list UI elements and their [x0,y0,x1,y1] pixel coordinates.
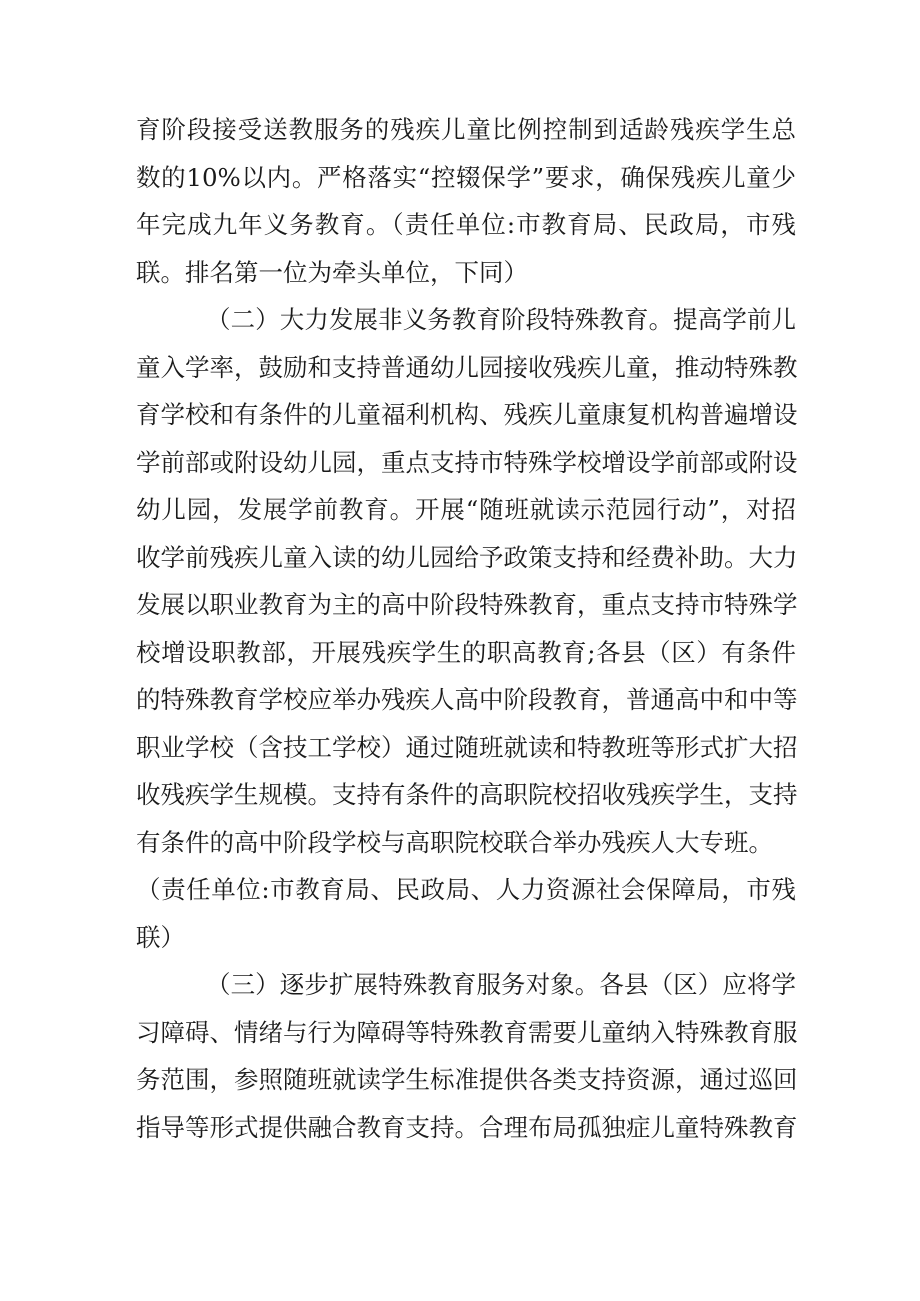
text-line: 有条件的高中阶段学校与高职院校联合举办残疾人大专班。 [136,827,773,857]
text-line: 联） [136,922,185,952]
text-line: 数的10%以内。严格落实“控辍保学”要求，确保残疾儿童少 [136,162,796,192]
document-body [136,106,796,1151]
text-line: 收学前残疾儿童入读的幼儿园给予政策支持和经费补助。大力 [136,542,798,572]
text-line: 年完成九年义务教育。（责任单位:市教育局、民政局，市残 [136,210,796,239]
text-line: 校增设职教部，开展残疾学生的职高教育;各县（区）有条件 [136,637,796,667]
text-line: 习障碍、情绪与行为障碍等特殊教育需要儿童纳入特殊教育服 [136,1017,798,1047]
text-line: （责任单位:市教育局、民政局、人力资源社会保障局，市残 [136,875,796,904]
text-line: 收残疾学生规模。支持有条件的高职院校招收残疾学生，支持 [136,780,798,809]
text-line: 学前部或附设幼儿园，重点支持市特殊学校增设学前部或附设 [136,447,798,477]
text-line: 发展以职业教育为主的高中阶段特殊教育，重点支持市特殊学 [136,590,798,619]
text-line: 幼儿园，发展学前教育。开展“随班就读示范园行动”，对招 [136,495,796,524]
text-line: 联。排名第一位为牵头单位，下同） [136,257,528,287]
text-line: 职业学校（含技工学校）通过随班就读和特教班等形式扩大招 [136,732,798,762]
text-line: 童入学率，鼓励和支持普通幼儿园接收残疾儿童，推动特殊教 [136,352,798,382]
text-line: 务范围，参照随班就读学生标准提供各类支持资源，通过巡回 [136,1065,798,1094]
text-line: （三）逐步扩展特殊教育服务对象。各县（区）应将学 [206,970,796,999]
text-line: 育学校和有条件的儿童福利机构、残疾儿童康复机构普遍增设 [136,400,798,429]
text-line: 的特殊教育学校应举办残疾人高中阶段教育，普通高中和中等 [136,685,798,714]
text-line: 指导等形式提供融合教育支持。合理布局孤独症儿童特殊教育 [136,1112,798,1142]
text-line: （二）大力发展非义务教育阶段特殊教育。提高学前儿 [206,305,796,334]
text-line: 育阶段接受送教服务的残疾儿童比例控制到适龄残疾学生总 [136,115,796,144]
